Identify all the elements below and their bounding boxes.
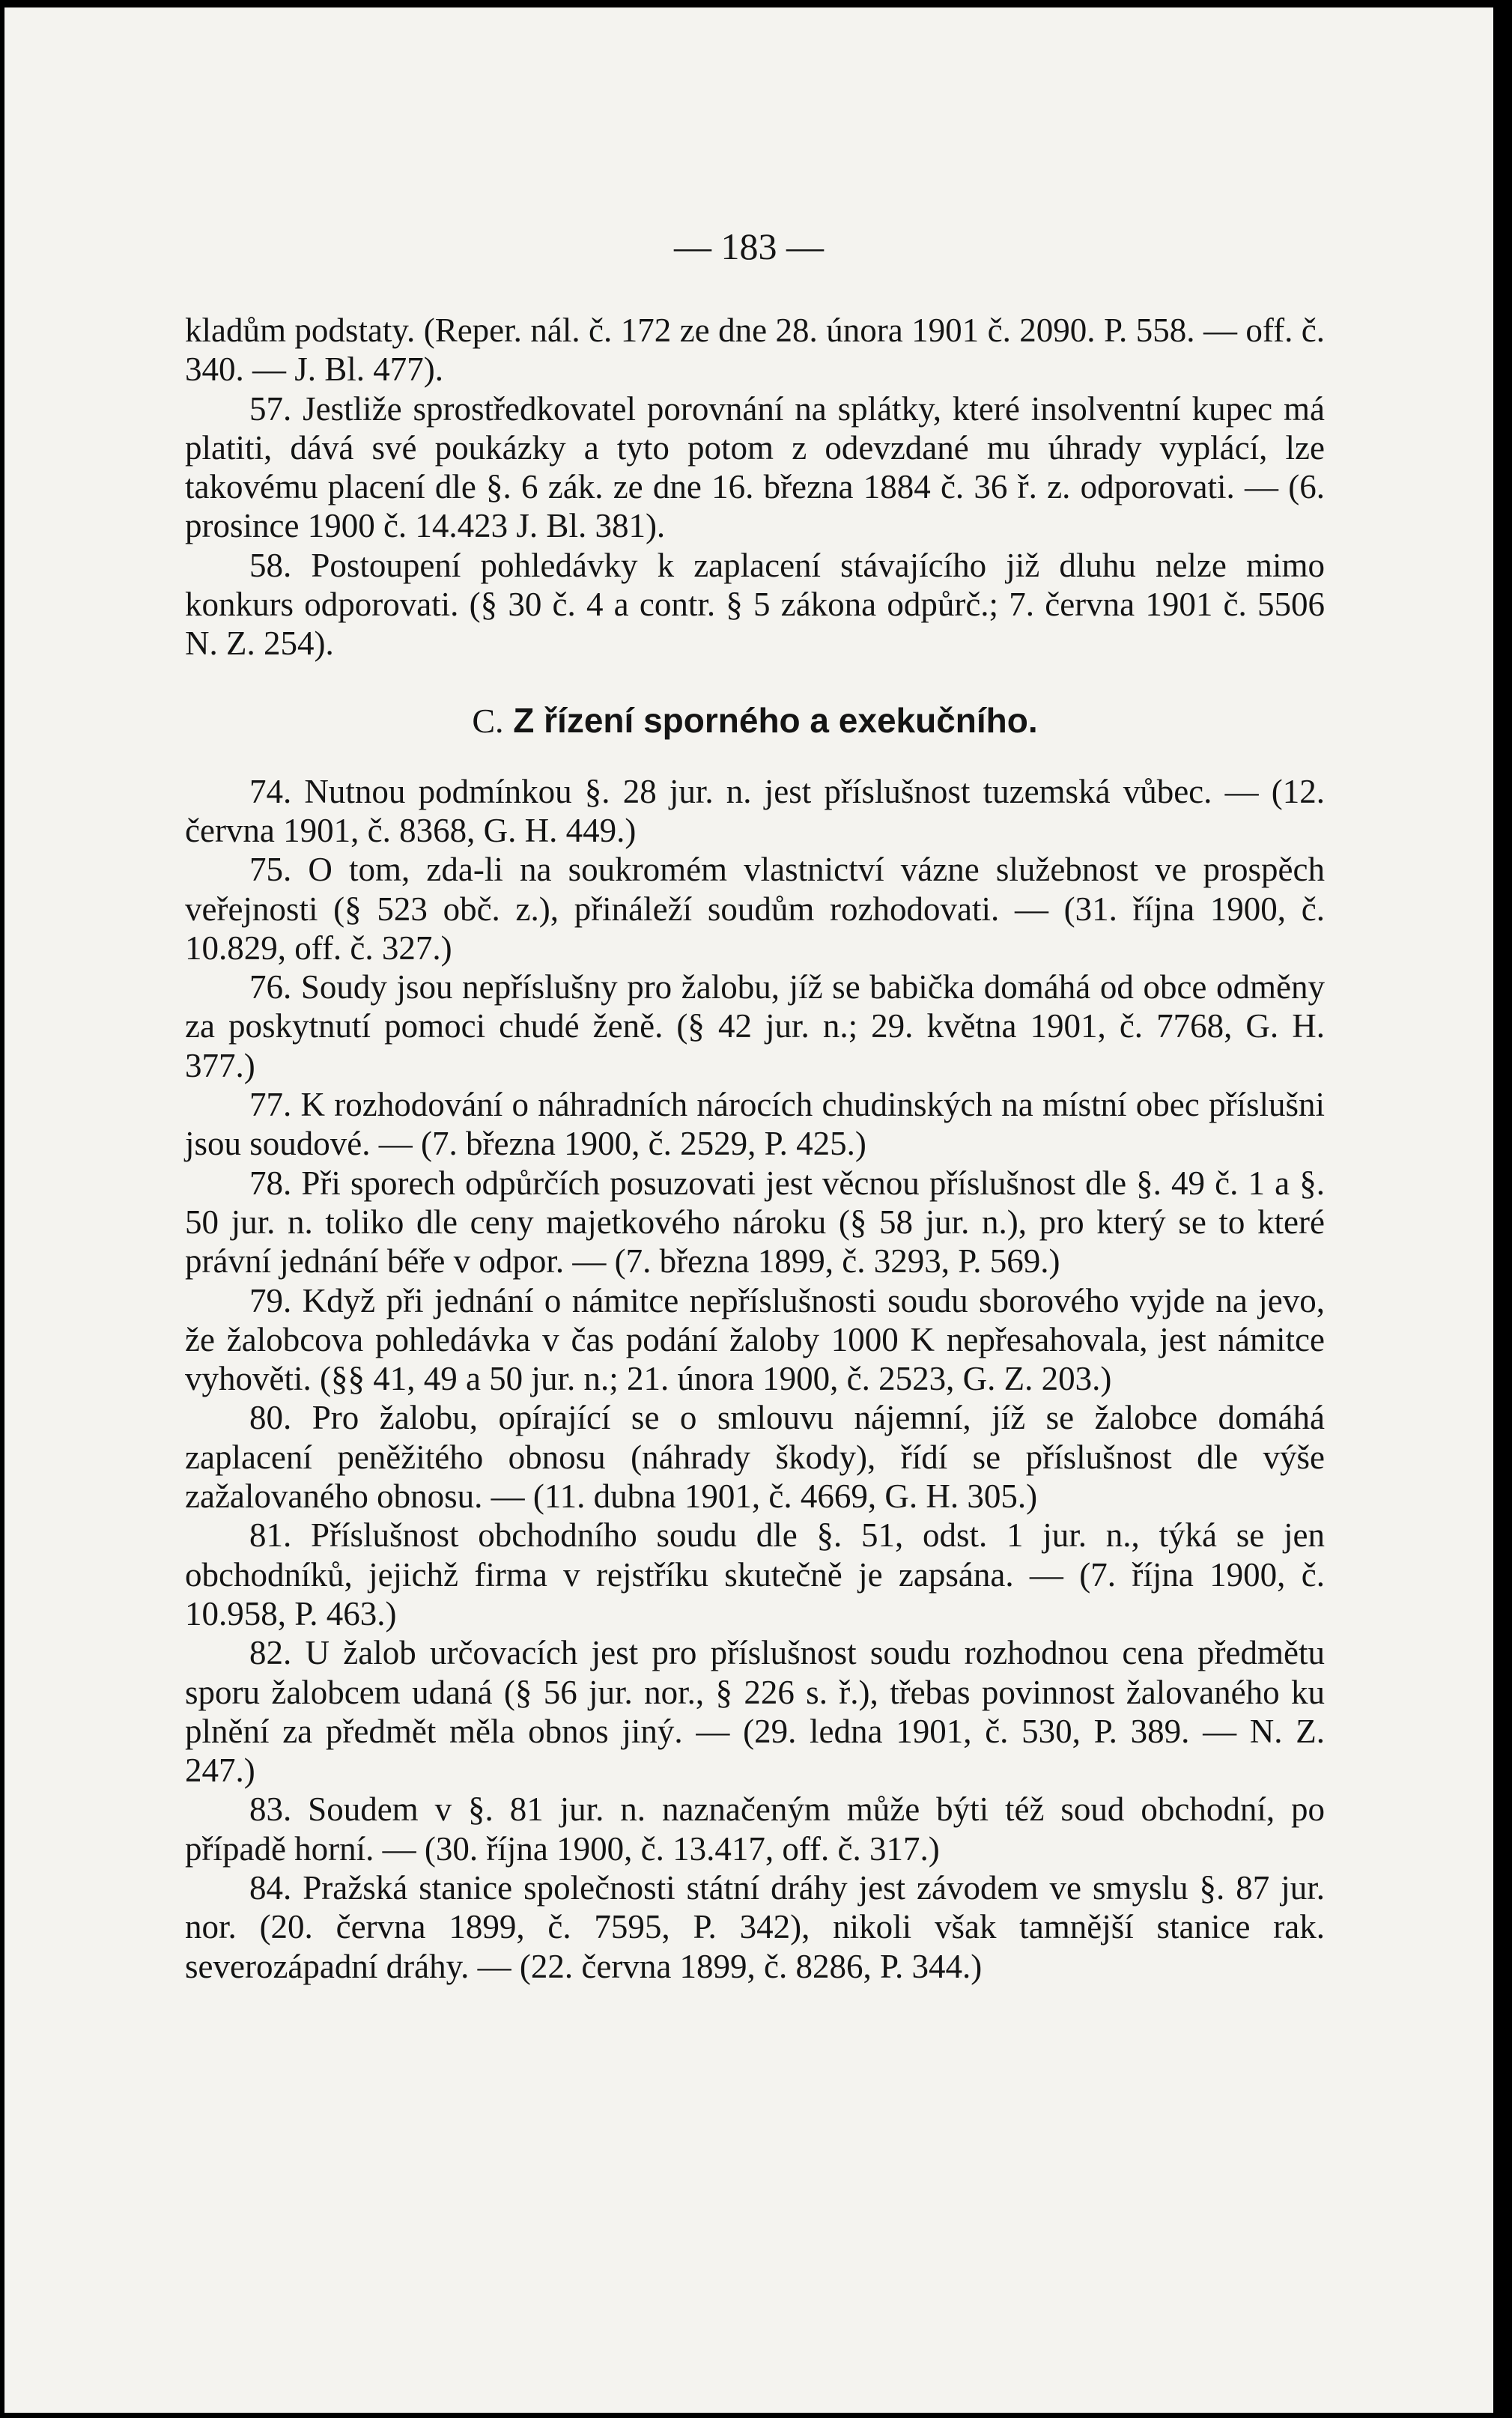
paragraph-57: 57. Jestliže sprostředkovatel porovnání na splátky, které insolventní kupec má platiti, dává své poukázky a tyto potom z odevzdané mu úhrady vyplácí, lze takovému placení dle §. 6 zák. ze dne 16. března 1884 č. 36 ř. z. odporovati. — (6. prosince 1900 č. 14.423 J. Bl. 381). bbox=[185, 389, 1325, 545]
paragraph-74: 74. Nutnou podmínkou §. 28 jur. n. jest příslušnost tuzemská vůbec. — (12. června 1901, č. 8368, G. H. 449.) bbox=[185, 772, 1325, 849]
paragraph-79: 79. Když při jednání o námitce nepříslušnosti soudu sborového vyjde na jevo, že žalobcova pohledávka v čas podání žaloby 1000 K nepřesahovala, jest námitce vyhověti. (§§ 41, 49 a 50 jur. n.; 21. února 1900, č. 2523, G. Z. 203.) bbox=[185, 1281, 1325, 1398]
paragraph-75: 75. O tom, zda-li na soukromém vlastnictví vázne služebnost ve prospěch veřejnosti (§ 523 obč. z.), přináleží soudům rozhodovati. — (31. října 1900, č. 10.829, off. č. 327.) bbox=[185, 851, 1325, 967]
paragraph-77: 77. K rozhodování o náhradních nárocích chudinských na místní obec příslušni jsou soudové. — (7. března 1900, č. 2529, P. 425.) bbox=[185, 1086, 1325, 1163]
page-number: — 183 — bbox=[674, 225, 824, 267]
section-title: Z řízení sporného a exekučního. bbox=[513, 700, 1038, 740]
book-page bbox=[4, 7, 1493, 2413]
page-body bbox=[185, 311, 1325, 1986]
paragraph-76: 76. Soudy jsou nepříslušny pro žalobu, jíž se babička domáhá od obce odměny za poskytnutí pomoci chudé ženě. (§ 42 jur. n.; 29. května 1901, č. 7768, G. H. 377.) bbox=[185, 968, 1325, 1084]
paragraph-78: 78. Při sporech odpůrčích posuzovati jest věcnou příslušnost dle §. 49 č. 1 a §. 50 jur. n. toliko dle ceny majetkového nároku (§ 58 jur. n.), pro který se to které právní jednání béře v odpor. — (7. března 1899, č. 3293, P. 569.) bbox=[185, 1164, 1325, 1281]
paragraph-84: 84. Pražská stanice společnosti státní dráhy jest závodem ve smyslu §. 87 jur. nor. (20. června 1899, č. 7595, P. 342), nikoli však tamnější stanice rak. severozápadní dráhy. — (22. června 1899, č. 8286, P. 344.) bbox=[185, 1868, 1325, 1985]
paragraph-81: 81. Příslušnost obchodního soudu dle §. 51, odst. 1 jur. n., týká se jen obchodníků, jejichž firma v rejstříku skutečně je zapsána. — (7. října 1900, č. 10.958, P. 463.) bbox=[185, 1516, 1325, 1632]
section-label: C. bbox=[472, 701, 504, 740]
section-heading bbox=[185, 701, 1325, 741]
paragraph-continuation: kladům podstaty. (Reper. nál. č. 172 ze dne 28. února 1901 č. 2090. P. 558. — off. č. 340. — J. Bl. 477). bbox=[185, 312, 1325, 389]
paragraph-82: 82. U žalob určovacích jest pro příslušnost soudu rozhodnou cena předmětu sporu žalobcem udaná (§ 56 jur. nor., § 226 s. ř.), třebas povinnost žalovaného ku plnění za předmět měla obnos jiný. — (29. ledna 1901, č. 530, P. 389. — N. Z. 247.) bbox=[185, 1634, 1325, 1790]
paragraph-80: 80. Pro žalobu, opírající se o smlouvu nájemní, jíž se žalobce domáhá zaplacení peněžitého obnosu (náhrady škody), řídí se příslušnost dle výše zažalovaného obnosu. — (11. dubna 1901, č. 4669, G. H. 305.) bbox=[185, 1399, 1325, 1516]
paragraph-83: 83. Soudem v §. 81 jur. n. naznačeným může býti též soud obchodní, po případě horní. — (30. října 1900, č. 13.417, off. č. 317.) bbox=[185, 1790, 1325, 1868]
paragraph-58: 58. Postoupení pohledávky k zaplacení stávajícího již dluhu nelze mimo konkurs odporovati. (§ 30 č. 4 a contr. § 5 zákona odpůrč.; 7. června 1901 č. 5506 N. Z. 254). bbox=[185, 546, 1325, 663]
